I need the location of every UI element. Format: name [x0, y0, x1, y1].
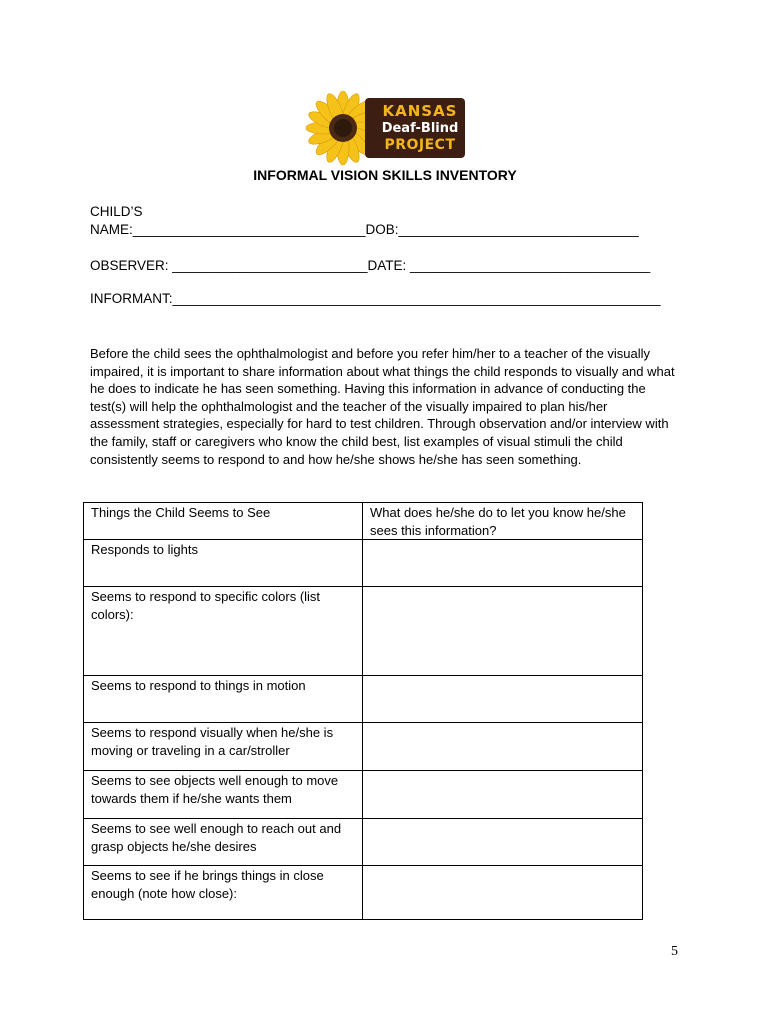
- vision-skills-table: [83, 502, 643, 920]
- table-row: [84, 676, 643, 723]
- row-item: Responds to lights: [84, 540, 363, 587]
- table-header-row: [84, 503, 643, 540]
- response-cell[interactable]: [363, 540, 643, 587]
- row-item: Seems to respond to specific colors (list colors):: [84, 587, 363, 676]
- logo-line-deaf-blind: Deaf-Blind: [381, 120, 459, 136]
- row-item: Seems to see well enough to reach out and grasp objects he/she desires: [84, 819, 363, 866]
- header-how-child-shows: What does he/she do to let you know he/she sees this information?: [363, 503, 643, 540]
- response-cell[interactable]: [363, 587, 643, 676]
- page-number: 5: [671, 944, 678, 959]
- instructions-paragraph: Before the child sees the ophthalmologist and before you refer him/her to a teacher of the visually impaired, it is important to share information about what things the child responds to visually and what he does to indicate he has seen something. Having this information in advance of conducting the test(s) will help the ophthalmologist and the teacher of the visually impaired to plan his/her assessment strategies, especially for hard to test children. Through observation and/or interview with the family, staff or caregivers who know the child best, list examples of visual stimuli the child consistently seems to respond to and how he/she shows he/she has seen something.: [90, 346, 675, 467]
- childs-name-dob-field[interactable]: NAME:_______________________________DOB:________________________________: [90, 222, 639, 237]
- header-things-seen: Things the Child Seems to See: [84, 503, 363, 540]
- response-cell[interactable]: [363, 819, 643, 866]
- kansas-deaf-blind-project-logo: [305, 90, 465, 162]
- response-cell[interactable]: [363, 771, 643, 819]
- table-row: [84, 587, 643, 676]
- response-cell[interactable]: [363, 866, 643, 920]
- row-item: Seems to see if he brings things in close enough (note how close):: [84, 866, 363, 920]
- row-item: Seems to respond to things in motion: [84, 676, 363, 723]
- response-cell[interactable]: [363, 676, 643, 723]
- table-row: [84, 540, 643, 587]
- table-row: [84, 723, 643, 771]
- childs-name-label: CHILD’S: [90, 204, 143, 219]
- row-item: Seems to respond visually when he/she is moving or traveling in a car/stroller: [84, 723, 363, 771]
- row-item: Seems to see objects well enough to move towards them if he/she wants them: [84, 771, 363, 819]
- informant-field[interactable]: INFORMANT:_________________________________________________________________: [90, 291, 661, 306]
- table-row: [84, 771, 643, 819]
- observer-date-field[interactable]: OBSERVER: __________________________DATE: ________________________________: [90, 258, 651, 273]
- response-cell[interactable]: [363, 723, 643, 771]
- logo-line-project: PROJECT: [384, 136, 456, 153]
- document-title: INFORMAL VISION SKILLS INVENTORY: [253, 167, 517, 183]
- table-row: [84, 866, 643, 920]
- table-row: [84, 819, 643, 866]
- logo-line-kansas: KANSAS: [382, 101, 458, 120]
- logo-wordmark: [365, 98, 465, 158]
